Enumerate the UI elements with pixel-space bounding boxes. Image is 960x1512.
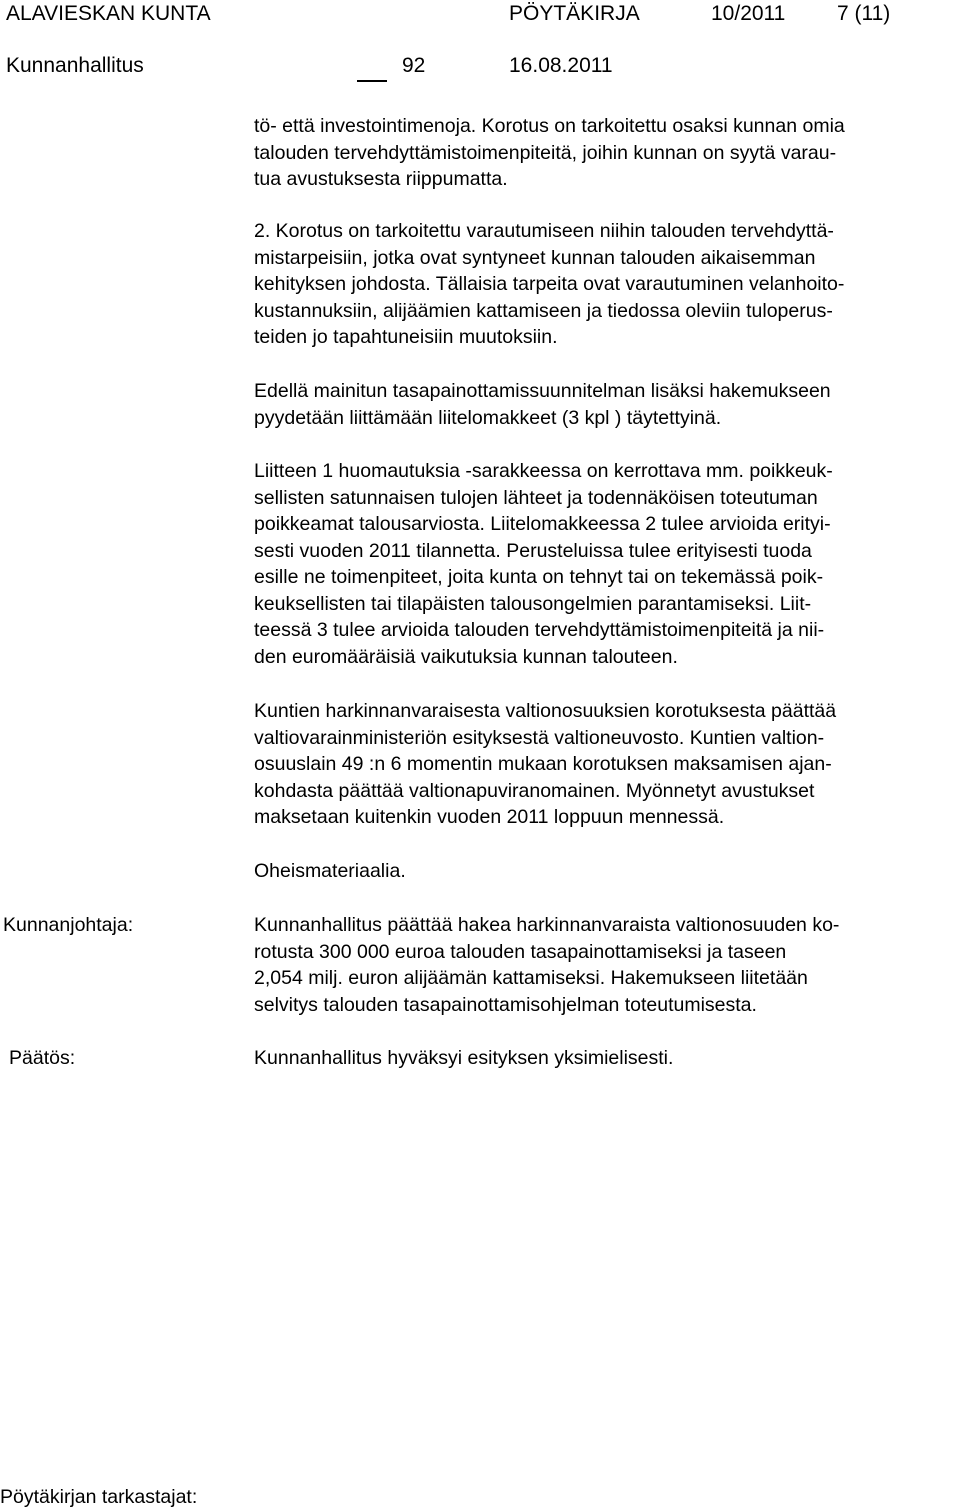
text-line: talouden tervehdyttämistoimenpiteitä, joihin kunnan on syytä varau- xyxy=(254,141,837,164)
section-underline xyxy=(357,80,387,82)
text-line: osuuslain 49 :n 6 momentin mukaan korotuksen maksamisen ajan- xyxy=(254,753,832,775)
meeting-date: 16.08.2011 xyxy=(509,54,613,77)
section-number: 92 xyxy=(402,54,426,77)
paragraph-4 xyxy=(254,458,833,670)
text-line: keuksellisten tai tilapäisten talousongelmien parantamiseksi. Liit- xyxy=(254,592,812,615)
text-line: Kunnanhallitus hyväksyi esityksen yksimielisesti. xyxy=(254,1047,674,1069)
text-line: tua avustuksesta riippumatta. xyxy=(254,168,508,190)
text-line: sesti vuoden 2011 tilannetta. Perusteluissa tulee erityisesti tuoda xyxy=(254,539,812,562)
text-line: mistarpeisiin, jotka ovat syntyneet kunnan talouden aikaisemman xyxy=(254,246,816,269)
text-line: rotusta 300 000 euroa talouden tasapainottamiseksi ja taseen xyxy=(254,940,787,963)
paragraph-3 xyxy=(254,378,831,431)
text-line: maksetaan kuitenkin vuoden 2011 loppuun mennessä. xyxy=(254,806,725,828)
proposal-label: Kunnanjohtaja: xyxy=(3,914,134,936)
organization-name: ALAVIESKAN KUNTA xyxy=(6,2,211,25)
text-line: Kuntien harkinnanvaraisesta valtionosuuksien korotuksesta päättää xyxy=(254,700,837,722)
text-line: 2. Korotus on tarkoitettu varautumiseen niihin talouden tervehdyttä- xyxy=(254,220,834,242)
paragraph-5 xyxy=(254,698,836,831)
paragraph-6 xyxy=(254,858,406,885)
reviewers-label: Pöytäkirjan tarkastajat: xyxy=(0,1486,198,1508)
text-line: Kunnanhallitus päättää hakea harkinnanvaraista valtionosuuden ko- xyxy=(254,914,840,936)
body-name: Kunnanhallitus xyxy=(6,54,144,77)
text-line: teessä 3 tulee arvioida talouden tervehdyttämistoimenpiteitä ja nii- xyxy=(254,619,825,641)
text-line: sellisten satunnaisen tulojen lähteet ja todennäköisen toteutuman xyxy=(254,486,818,509)
proposal-text xyxy=(254,912,839,1018)
paragraph-1 xyxy=(254,113,845,193)
text-line: valtiovarainministeriön esityksestä valtioneuvosto. Kuntien valtion- xyxy=(254,726,825,749)
text-line: selvitys talouden tasapainottamisohjelman toteutumisesta. xyxy=(254,993,757,1016)
text-line: esille ne toimenpiteet, joita kunta on tehnyt tai on tekemässä poik- xyxy=(254,566,824,588)
document-type: PÖYTÄKIRJA xyxy=(509,2,640,25)
text-line: Liitteen 1 huomautuksia -sarakkeessa on kerrottava mm. poikkeuk- xyxy=(254,460,833,482)
text-line: kohdasta päättää valtionapuviranomainen. Myönnetyt avustukset xyxy=(254,779,815,802)
text-line: Edellä mainitun tasapainottamissuunnitelman lisäksi hakemukseen xyxy=(254,380,831,402)
text-line: kehityksen johdosta. Tällaisia tarpeita ovat varautuminen velanhoito- xyxy=(254,273,845,295)
text-line: den euromääräisiä vaikutuksia kunnan talouteen. xyxy=(254,645,678,668)
text-line: Oheismateriaalia. xyxy=(254,860,406,882)
paragraph-2 xyxy=(254,218,844,351)
text-line: kustannuksiin, alijäämien kattamiseen ja tiedossa oleviin tuloperus- xyxy=(254,299,833,322)
text-line: poikkeamat talousarviosta. Liitelomakkeessa 2 tulee arvioida erityi- xyxy=(254,513,831,535)
text-line: tö- että investointimenoja. Korotus on tarkoitettu osaksi kunnan omia xyxy=(254,115,845,137)
document-number: 10/2011 xyxy=(711,2,786,25)
text-line: teiden jo tapahtuneisiin muutoksiin. xyxy=(254,326,558,348)
text-line: 2,054 milj. euron alijäämän kattamiseksi. Hakemukseen liitetään xyxy=(254,967,808,989)
text-line: pyydetään liittämään liitelomakkeet (3 kpl ) täytettyinä. xyxy=(254,406,722,429)
decision-text xyxy=(254,1045,673,1072)
page-indicator: 7 (11) xyxy=(837,2,891,25)
decision-label: Päätös: xyxy=(9,1047,76,1069)
